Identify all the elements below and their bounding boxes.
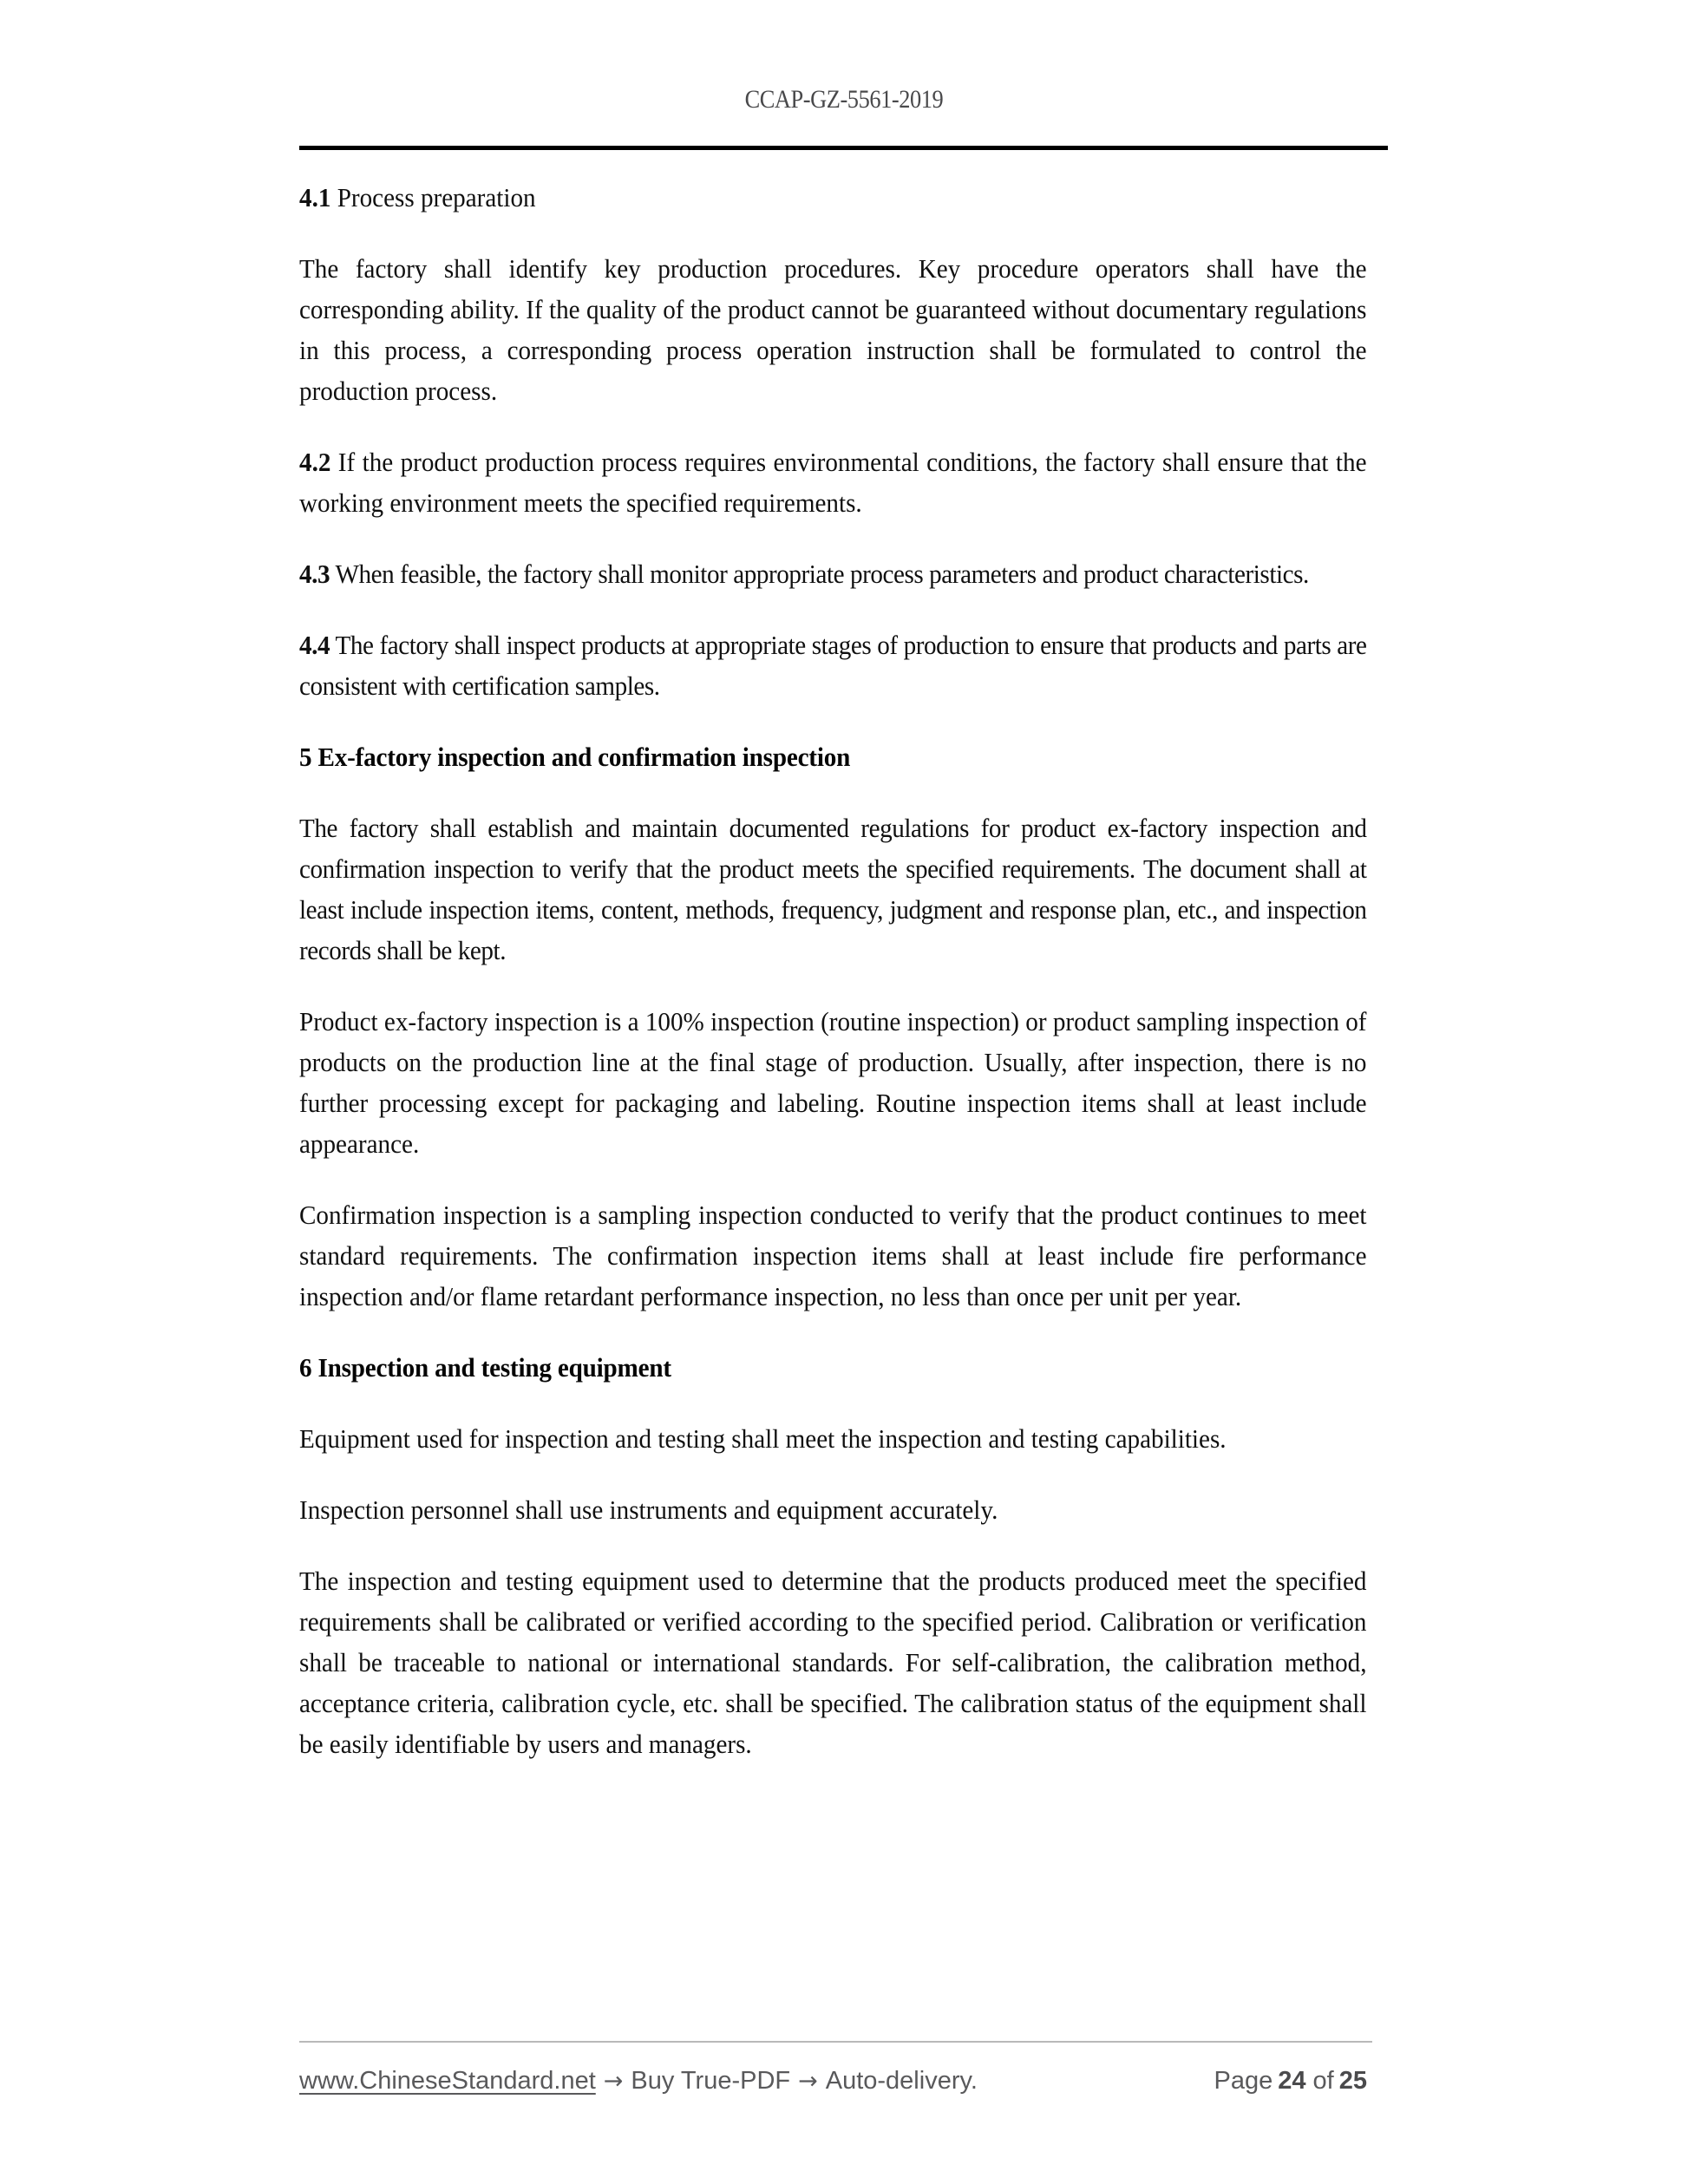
arrow-right-icon: → — [603, 2068, 624, 2095]
paragraph-calibration: The inspection and testing equipment used to determine that the products produced meet the specified requirements shall be calibrated or verified according to the specified period. Calibration or verification shall be traceable to national or international standards. For self-calibration, the calibration method, acceptance criteria, calibration cycle, etc. shall be specified. The calibration status of the equipment shall be easily identifiable by users and managers. — [299, 1566, 1367, 1759]
header-divider — [299, 146, 1388, 150]
paragraph-ex-factory-inspection: Product ex-factory inspection is a 100% inspection (routine inspection) or product sampling inspection of products on the production line at the final stage of production. Usually, after inspection, there is no further processing except for packaging and labeling. Routine inspection items shall at least include appearance. — [299, 1007, 1367, 1159]
website-link[interactable]: www.ChineseStandard.net — [299, 2067, 596, 2095]
clause-4-2 — [299, 442, 1367, 524]
clause-number: 4.4 — [299, 631, 330, 660]
paragraph-ex-factory-regulations: The factory shall establish and maintain documented regulations for product ex-factory inspection and confirmation inspection to verify that the product meets the specified requirements. The document shall at least include inspection items, content, methods, frequency, judgment and response plan, etc., and inspection records shall be kept. — [299, 814, 1367, 965]
footer-promo — [299, 2067, 978, 2096]
page-indicator — [1214, 2067, 1372, 2096]
paragraph-confirmation-inspection: Confirmation inspection is a sampling inspection conducted to verify that the product continues to meet standard requirements. The confirmation inspection items shall at least include fire performance inspection and/or flame retardant performance inspection, no less than once per unit per year. — [299, 1200, 1367, 1311]
footer-promo-buy: Buy True-PDF — [631, 2067, 791, 2095]
clause-number: 4.1 — [299, 183, 331, 213]
clause-text: If the product production process requires environmental conditions, the factory shall ensure that the working environment meets the specified requirements. — [299, 448, 1367, 518]
document-code: CCAP-GZ-5561-2019 — [744, 85, 943, 114]
paragraph-equipment-capabilities: Equipment used for inspection and testing shall meet the inspection and testing capabilities. — [299, 1424, 1227, 1454]
document-body — [299, 178, 1369, 1765]
clause-number: 4.3 — [299, 559, 330, 589]
arrow-right-icon: → — [798, 2068, 818, 2095]
paragraph-process-preparation: The factory shall identify key production procedures. Key procedure operators shall have the corresponding ability. If the quality of the product cannot be guaranteed without documentary regulations in this process, a corresponding process operation instruction shall be formulated to control the production process. — [299, 254, 1367, 406]
section-heading-5: 5 Ex-factory inspection and confirmation inspection — [299, 742, 851, 772]
page-header — [299, 85, 1388, 114]
of-label: of — [1312, 2067, 1334, 2095]
section-heading-6: 6 Inspection and testing equipment — [299, 1353, 671, 1383]
clause-text: Process preparation — [330, 183, 536, 213]
clause-number: 4.2 — [299, 448, 331, 477]
paragraph-inspection-personnel: Inspection personnel shall use instruments and equipment accurately. — [299, 1495, 998, 1525]
page-label: Page — [1214, 2067, 1273, 2095]
page-footer — [299, 2067, 1372, 2096]
clause-4-3 — [299, 554, 1367, 595]
total-page-number: 25 — [1338, 2067, 1367, 2095]
footer-divider — [299, 2041, 1372, 2043]
footer-promo-delivery: Auto-delivery. — [825, 2067, 978, 2095]
clause-text: The factory shall inspect products at appropriate stages of production to ensure that products and parts are consistent with certification samples. — [299, 631, 1367, 701]
current-page-number: 24 — [1278, 2067, 1306, 2095]
clause-4-4 — [299, 625, 1367, 707]
clause-text: When feasible, the factory shall monitor appropriate process parameters and product characteristics. — [330, 559, 1309, 589]
clause-4-1 — [299, 178, 1367, 219]
